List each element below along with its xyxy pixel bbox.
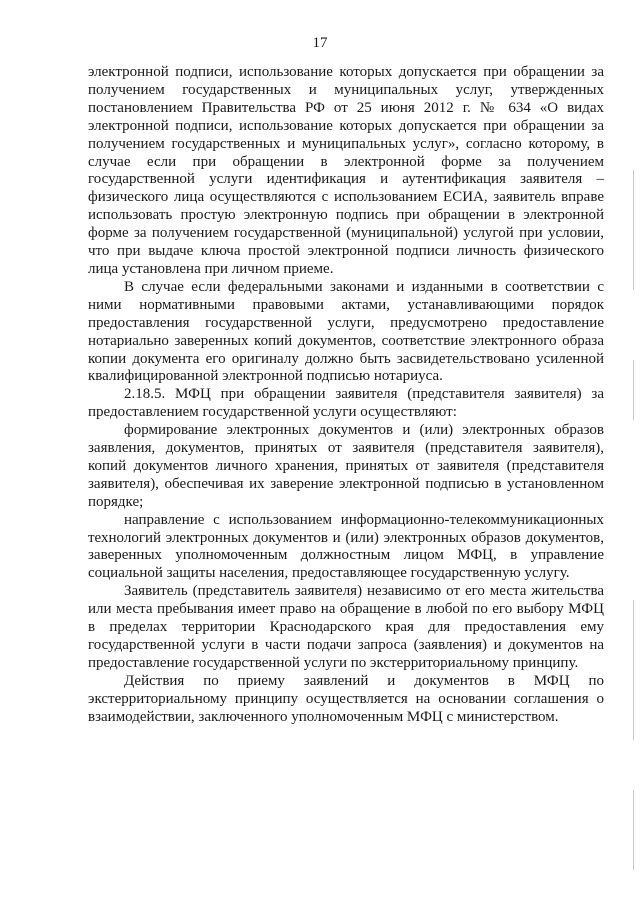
paragraph-sending-documents: направление с использованием информационно-телекоммуникационных технологий электронных документов и (или) электронных образов документов, заверенных уполномоченным должностным лицом МФЦ, в управление социальной защиты населения, предоставляющее государственную услугу.	[88, 511, 604, 582]
scan-edge-mark	[633, 790, 634, 870]
scan-edge-mark	[633, 360, 634, 420]
paragraph-esia-signature: электронной подписи, использование которых допускается при обращении за получением государственных и муниципальных услуг, утвержденных постановлением Правительства РФ от 25 июня 2012 г. № 634 «О видах электронной подписи, использование которых допускается при обращении за получением государственных и муниципальных услуг», согласно которому, в случае если при обращении в электронной форме за получением государственной услуги идентификация и аутентификация заявителя – физического лица осуществляются с использованием ЕСИА, заявитель вправе использовать простую электронную подпись при обращении в электронной форме за получением государственной (муниципальной) услугой при условии, что при выдаче ключа простой электронной подписи личность физического лица установлена при личном приеме.	[88, 64, 604, 277]
paragraph-extraterritorial-right: Заявитель (представитель заявителя) независимо от его места жительства или места пребывания имеет право на обращение в любой по его выбору МФЦ в пределах территории Краснодарского края для предоставления ему государственной услуги в части подачи запроса (заявления) и документов на предоставление государственной услуги по экстерриториальному принципу.	[88, 583, 604, 671]
scan-edge-mark	[633, 170, 634, 290]
paragraph-2-18-5: 2.18.5. МФЦ при обращении заявителя (представителя заявителя) за предоставлением государственной услуги осуществляют:	[88, 386, 604, 421]
scan-edge-mark	[633, 600, 634, 740]
page-number: 17	[312, 35, 328, 51]
paragraph-notary-signature: В случае если федеральными законами и изданными в соответствии с ними нормативными правовыми актами, устанавливающими порядок предоставления государственной услуги, предусмотрено предоставление нотариально заверенных копий документов, соответствие электронного образа копии документа его оригиналу должно быть засвидетельствовано усиленной квалифицированной электронной подписью нотариуса.	[88, 278, 604, 385]
paragraph-forming-documents: формирование электронных документов и (или) электронных образов заявления, документов, принятых от заявителя (представителя заявителя), копий документов личного хранения, принятых от заявителя (представителя заявителя), обеспечивая их заверение электронной подписью в установленном порядке;	[88, 422, 604, 510]
document-body	[88, 64, 604, 727]
paragraph-extraterritorial-agreement: Действия по приему заявлений и документов в МФЦ по экстерриториальному принципу осуществляется на основании соглашения о взаимодействии, заключенного уполномоченным МФЦ с министерством.	[88, 672, 604, 725]
